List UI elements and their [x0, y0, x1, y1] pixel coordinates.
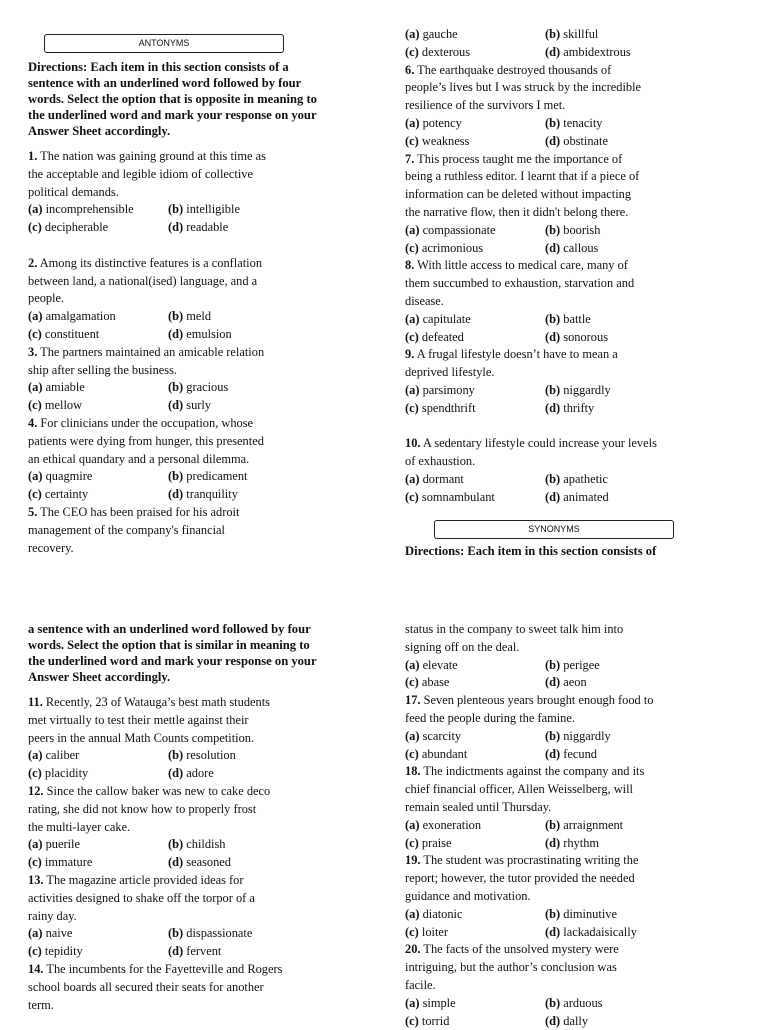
option-row [405, 1013, 705, 1030]
option-c[interactable]: (c) certainty [28, 487, 89, 502]
option-row [28, 747, 318, 765]
option-a[interactable]: (a) amalgamation [28, 309, 116, 324]
option-row [28, 486, 318, 504]
option-b[interactable]: (b) boorish [545, 222, 601, 237]
option-a[interactable]: (a) capitulate [405, 311, 471, 326]
question-number: 14. [28, 961, 44, 976]
question-5: 5. The CEO has been praised for his adroit management of the company's financial recovery. [28, 504, 240, 555]
option-c[interactable]: (c) torrid [405, 1013, 450, 1028]
question-13: 13. The magazine article provided ideas for activities designed to shake off the torpor of a rainy day. (a) naive (b) dispassionate (c) tepidity (d) fervent [28, 872, 318, 961]
option-d[interactable]: (d) aeon [545, 675, 587, 690]
option-row [405, 133, 705, 151]
option-d[interactable]: (d) seasoned [168, 855, 231, 870]
option-row [405, 222, 705, 240]
option-c[interactable]: (c) placidity [28, 766, 89, 781]
question-number: 2. [28, 255, 38, 270]
option-row [405, 674, 705, 692]
option-a[interactable]: (a) potency [405, 115, 462, 130]
question-20: 20. The facts of the unsolved mystery were intriguing, but the author’s conclusion was facile. (a) simple (b) arduous (c) torrid (d) dally [405, 941, 705, 1030]
option-b[interactable]: (b) skillful [545, 27, 599, 41]
option-c[interactable]: (c) abase [405, 675, 450, 690]
option-row [405, 115, 705, 133]
option-d[interactable]: (d) obstinate [545, 133, 609, 148]
option-row [28, 765, 318, 783]
option-row [405, 240, 705, 258]
option-a[interactable]: (a) compassionate [405, 222, 496, 237]
option-d[interactable]: (d) thrifty [545, 400, 595, 415]
question-number: 3. [28, 344, 38, 359]
option-c[interactable]: (c) somnambulant [405, 489, 495, 504]
antonyms-directions: Directions: Each item in this section consists of a sentence with an underlined word followed by four words. Select the option that is opposite in meaning to the underlined word and mark your response on your Answer Sheet accordingly. [28, 60, 317, 138]
option-row [405, 382, 705, 400]
question-17: 17. Seven plenteous years brought enough food to feed the people during the famine. (a) scarcity (b) niggardly (c) abundant (d) fecund [405, 692, 705, 763]
option-a[interactable]: (a) exoneration [405, 817, 482, 832]
question-10: 10. A sedentary lifestyle could increase your levels of exhaustion. (a) dormant (b) apathetic (c) somnambulant (d) animated [405, 435, 705, 506]
option-c[interactable]: (c) immature [28, 855, 93, 870]
option-c[interactable]: (c) defeated [405, 329, 464, 344]
option-c[interactable]: (c) dexterous [405, 44, 471, 59]
option-row [405, 906, 705, 924]
option-row [405, 728, 705, 746]
question-8: 8. With little access to medical care, many of them succumbed to exhaustion, starvation and disease. (a) capitulate (b) battle (c) defeated (d) sonorous [405, 257, 705, 346]
option-a[interactable]: (a) diatonic [405, 906, 463, 921]
question-number: 8. [405, 258, 415, 273]
option-row [405, 400, 705, 418]
option-b[interactable]: (b) niggardly [545, 382, 611, 397]
option-d[interactable]: (d) emulsion [168, 326, 232, 341]
option-b[interactable]: (b) intelligible [168, 202, 240, 217]
option-d[interactable]: (d) sonorous [545, 329, 609, 344]
option-b[interactable]: (b) apathetic [545, 471, 608, 486]
option-b[interactable]: (b) diminutive [545, 906, 617, 921]
question-number: 9. [405, 347, 415, 362]
option-d[interactable]: (d) tranquility [168, 487, 238, 502]
option-row [28, 201, 318, 219]
option-d[interactable]: (d) lackadaisically [545, 924, 637, 939]
option-b[interactable]: (b) gracious [168, 380, 229, 395]
option-d[interactable]: (d) surly [168, 398, 212, 413]
question-number: 5. [28, 504, 38, 519]
question-16-continued: status in the company to sweet talk him into signing off on the deal. (a) elevate (b) perigee (c) abase (d) aeon [405, 621, 705, 692]
option-d[interactable]: (d) adore [168, 766, 214, 781]
option-row [28, 925, 318, 943]
option-a[interactable]: (a) scarcity [405, 728, 462, 743]
question-18: 18. The indictments against the company and its chief financial officer, Allen Weisselberg, will remain sealed until Thursday. (a) exoneration (b) arraignment (c) praise (d) rhythm [405, 763, 705, 852]
option-row [28, 326, 318, 344]
option-row [28, 397, 318, 415]
option-row [405, 44, 705, 62]
question-number: 4. [28, 415, 38, 430]
question-number: 6. [405, 62, 415, 77]
option-d[interactable]: (d) animated [545, 489, 609, 504]
option-b[interactable]: (b) resolution [168, 748, 236, 763]
option-b[interactable]: (b) perigee [545, 657, 600, 672]
option-b[interactable]: (b) predicament [168, 469, 248, 484]
option-d[interactable]: (d) fecund [545, 746, 597, 761]
question-11: 11. Recently, 23 of Watauga’s best math students met virtually to test their mettle against their peers in the annual Math Counts competition. (a) caliber (b) resolution (c) placidity (d) adore [28, 694, 318, 783]
option-c[interactable]: (c) acrimonious [405, 240, 484, 255]
question-2: 2. Among its distinctive features is a conflation between land, a national(ised) language, and a people. (a) amalgamation (b) meld (c) constituent (d) emulsion [28, 255, 318, 344]
option-row [405, 657, 705, 675]
option-a[interactable]: (a) elevate [405, 657, 458, 672]
synonyms-directions-start: Directions: Each item in this section consists of [405, 544, 657, 558]
option-row [405, 995, 705, 1013]
option-c[interactable]: (c) spendthrift [405, 400, 476, 415]
option-d[interactable]: (d) rhythm [545, 835, 600, 850]
option-c[interactable]: (c) constituent [28, 326, 100, 341]
antonyms-section-title: ANTONYMS [44, 34, 284, 53]
option-b[interactable]: (b) niggardly [545, 728, 611, 743]
option-a[interactable]: (a) amiable [28, 380, 85, 395]
question-12: 12. Since the callow baker was new to cake deco rating, she did not know how to properly frost the multi-layer cake. (a) puerile (b) childish (c) immature (d) seasoned [28, 783, 318, 872]
option-row [405, 817, 705, 835]
option-c[interactable]: (c) loiter [405, 924, 449, 939]
option-a[interactable]: (a) dormant [405, 471, 464, 486]
option-b[interactable]: (b) tenacity [545, 115, 603, 130]
option-row [28, 219, 318, 237]
question-6: 6. The earthquake destroyed thousands of people’s lives but I was struck by the incredible resilience of the survivors I met. (a) potency (b) tenacity (c) weakness (d) obstinate [405, 62, 705, 151]
question-number: 7. [405, 151, 415, 166]
question-number: 10. [405, 436, 421, 451]
option-row [28, 836, 318, 854]
question-9: 9. A frugal lifestyle doesn’t have to mean a deprived lifestyle. (a) parsimony (b) niggardly (c) spendthrift (d) thrifty [405, 346, 705, 417]
option-row [405, 746, 705, 764]
option-row [28, 379, 318, 397]
option-row [28, 943, 318, 961]
bottom-right-column [405, 621, 705, 1030]
question-number: 17. [405, 693, 421, 708]
question-number: 19. [405, 853, 421, 868]
option-row [405, 835, 705, 853]
option-row [405, 329, 705, 347]
option-d[interactable]: (d) readable [168, 220, 229, 235]
top-left-column [28, 59, 318, 557]
option-b[interactable]: (b) arraignment [545, 817, 624, 832]
option-c[interactable]: (c) praise [405, 835, 452, 850]
option-row [405, 26, 705, 44]
synonyms-section-title: SYNONYMS [434, 520, 674, 539]
question-number: 13. [28, 872, 44, 887]
question-number: 18. [405, 764, 421, 779]
option-a[interactable]: (a) caliber [28, 748, 80, 763]
question-3: 3. The partners maintained an amicable relation ship after selling the business. (a) amiable (b) gracious (c) mellow (d) surly [28, 344, 318, 415]
option-a[interactable]: (a) naive [28, 926, 73, 941]
question-number: 11. [28, 695, 43, 709]
question-7: 7. This process taught me the importance of being a ruthless editor. I learnt that if a piece of information can be deleted without impacting the narrative flow, then it didn't belong there. (a) compassionate (b) boorish (c) acrimonious (d) callous [405, 151, 705, 258]
option-c[interactable]: (c) weakness [405, 133, 470, 148]
option-d[interactable]: (d) callous [545, 240, 599, 255]
option-b[interactable]: (b) childish [168, 837, 226, 852]
question-4: 4. For clinicians under the occupation, whose patients were dying from hunger, this presented an ethical quandary and a personal dilemma. (a) quagmire (b) predicament (c) certainty (d) tranquility [28, 415, 318, 504]
option-c[interactable]: (c) abundant [405, 746, 468, 761]
option-row [405, 489, 705, 507]
option-row [28, 468, 318, 486]
option-row [28, 854, 318, 872]
bottom-left-column [28, 621, 318, 1014]
option-row [405, 471, 705, 489]
question-number: 12. [28, 783, 44, 798]
option-a[interactable]: (a) puerile [28, 837, 80, 852]
synonyms-directions-rest: a sentence with an underlined word followed by four words. Select the option that is similar in meaning to the underlined word and mark your response on your Answer Sheet accordingly. [28, 622, 317, 684]
option-d[interactable]: (d) dally [545, 1013, 589, 1028]
question-14: 14. The incumbents for the Fayetteville and Rogers school boards all secured their seats for another term. [28, 961, 283, 1012]
option-b[interactable]: (b) meld [168, 309, 212, 324]
option-c[interactable]: (c) tepidity [28, 944, 83, 959]
option-row [28, 308, 318, 326]
option-a[interactable]: (a) simple [405, 995, 456, 1010]
option-a[interactable]: (a) gauche [405, 27, 458, 41]
question-number: 20. [405, 942, 421, 957]
option-a[interactable]: (a) incomprehensible [28, 202, 134, 217]
option-b[interactable]: (b) dispassionate [168, 926, 253, 941]
option-b[interactable]: (b) arduous [545, 995, 603, 1010]
option-d[interactable]: (d) ambidextrous [545, 44, 631, 59]
option-d[interactable]: (d) fervent [168, 944, 222, 959]
option-c[interactable]: (c) mellow [28, 398, 83, 413]
option-a[interactable]: (a) parsimony [405, 382, 475, 397]
option-row [405, 311, 705, 329]
question-5-options [405, 26, 705, 62]
option-row [405, 924, 705, 942]
top-right-column [405, 26, 705, 507]
question-number: 1. [28, 149, 38, 163]
option-a[interactable]: (a) quagmire [28, 469, 93, 484]
question-1: 1. The nation was gaining ground at this time as the acceptable and legible idiom of collective political demands. (a) incomprehensible (b) intelligible (c) decipherable (d) readable [28, 148, 318, 237]
option-c[interactable]: (c) decipherable [28, 220, 109, 235]
option-b[interactable]: (b) battle [545, 311, 591, 326]
question-19: 19. The student was procrastinating writing the report; however, the tutor provided the needed guidance and motivation. (a) diatonic (b) diminutive (c) loiter (d) lackadaisically [405, 852, 705, 941]
